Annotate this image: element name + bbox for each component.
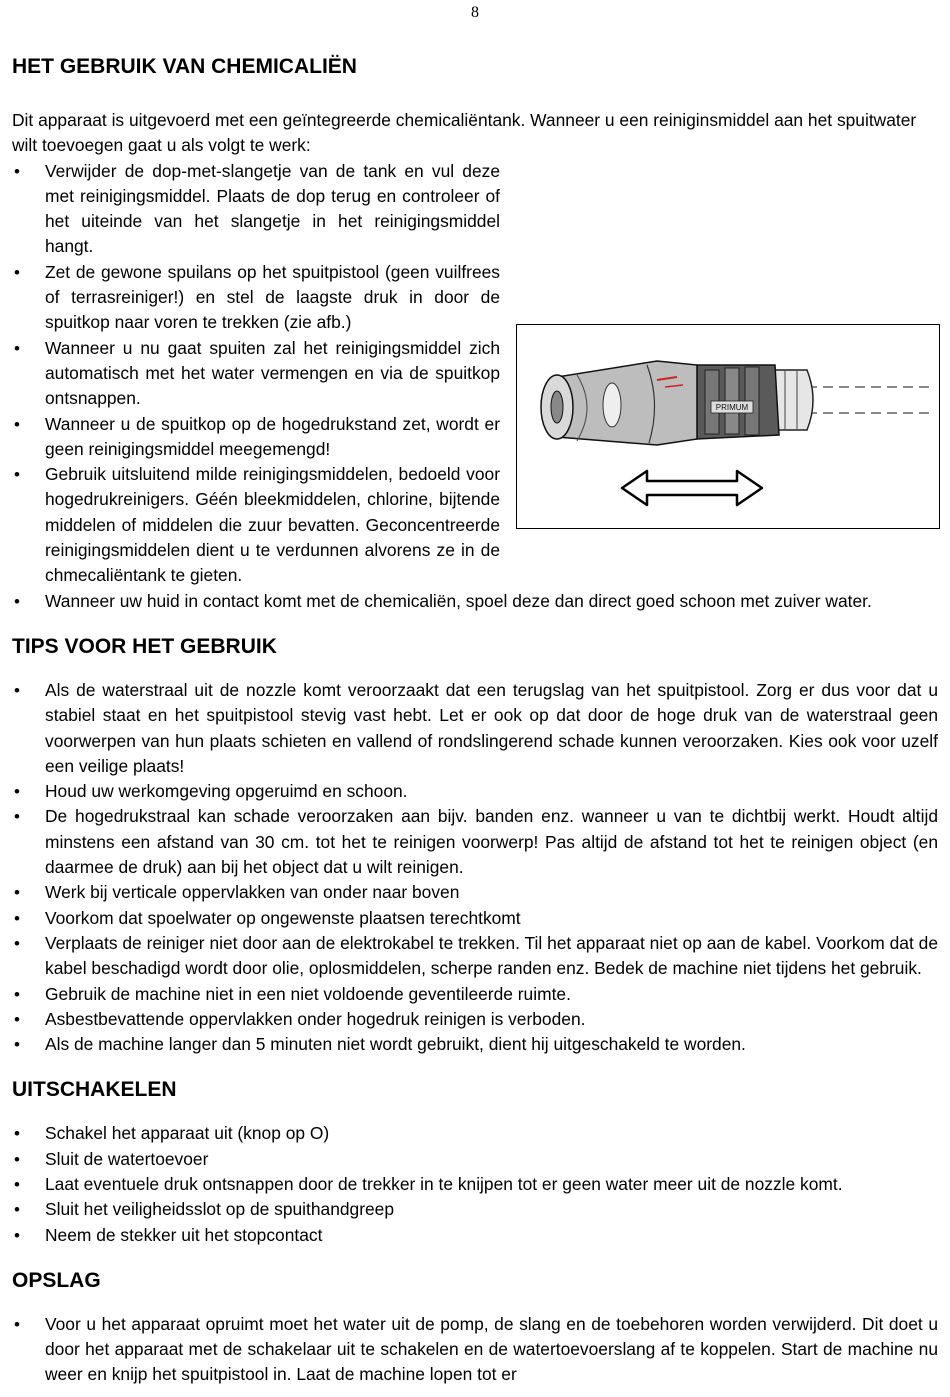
document-body [12,52,938,1388]
list-item: • Zet de gewone spuilans op het spuitpistool (geen vuilfrees of terrasreiniger!) en stel de laagste druk in door de spuitkop naar voren te trekken (zie afb.) [12,260,500,336]
switch-off-list [12,1121,938,1247]
list-item: • Wanneer uw huid in contact komt met de chemicaliën, spoel deze dan direct goed schoon met zuiver water. [12,589,938,614]
list-item: • Sluit het veiligheidsslot op de spuithandgreep [12,1197,938,1222]
list-item: • Gebruik de machine niet in een niet voldoende geventileerde ruimte. [12,982,938,1007]
spray-nozzle-figure [516,324,940,529]
section-title-chemicals: HET GEBRUIK VAN CHEMICALIËN [12,55,357,78]
section-title-storage: OPSLAG [12,1268,101,1292]
list-item: • Wanneer u nu gaat spuiten zal het reinigingsmiddel zich automatisch met het water vermengen en via de spuitkop ontsnappen. [12,336,500,412]
list-item: • Sluit de watertoevoer [12,1147,938,1172]
list-item: • Gebruik uitsluitend milde reinigingsmiddelen, bedoeld voor hogedrukreinigers. Géén bleekmiddelen, chlorine, bijtende middelen of middelen die zuur bevatten. Geconcentreerde reinigingsmiddelen dient u te verdunnen alvorens ze in de chmecaliëntank te gieten. [12,462,500,588]
section-title-switch-off: UITSCHAKELEN [12,1078,177,1102]
figure-brand-text: PRIMUM [715,403,749,412]
list-item: • Laat eventuele druk ontsnappen door de trekker in te knijpen tot er geen water meer uit de nozzle komt. [12,1172,938,1197]
list-item: • Wanneer u de spuitkop op de hogedrukstand zet, wordt er geen reinigingsmiddel meegemengd! [12,412,500,463]
list-item: • Asbestbevattende oppervlakken onder hogedruk reinigen is verboden. [12,1007,938,1032]
list-item: • Werk bij verticale oppervlakken van onder naar boven [12,880,938,905]
list-item: • Neem de stekker uit het stopcontact [12,1223,938,1248]
list-item: • Verwijder de dop-met-slangetje van de tank en vul deze met reinigingsmiddel. Plaats de dop terug en controleer of het uiteinde van het slangetje in het reinigingsmiddel hangt. [12,159,500,260]
spray-nozzle-illustration [517,325,938,527]
list-item: • Houd uw werkomgeving opgeruimd en schoon. [12,779,938,804]
list-item: • Voorkom dat spoelwater op ongewenste plaatsen terechtkomt [12,906,938,931]
tips-list [12,678,938,1057]
section-title-tips: TIPS VOOR HET GEBRUIK [12,634,277,658]
list-item: • Schakel het apparaat uit (knop op O) [12,1121,938,1146]
storage-list [12,1312,938,1388]
chemicals-intro: Dit apparaat is uitgevoerd met een geïntegreerde chemicaliëntank. Wanneer u een reiniginsmiddel aan het spuitwater wilt toevoegen gaat u als volgt te werk: [12,110,917,156]
list-item: • Verplaats de reiniger niet door aan de elektrokabel te trekken. Til het apparaat niet op aan de kabel. Voorkom dat de kabel beschadigd wordt door olie, oplosmiddelen, scherpe randen enz. Bedek de machine niet tijdens het gebruik. [12,931,938,982]
list-item: • Voor u het apparaat opruimt moet het water uit de pomp, de slang en de toebehoren worden verwijderd. Dit doet u door het apparaat met de schakelaar uit te schakelen en de watertoevoerslang af te koppelen. Start de machine nu weer en knijp het spuitpistool in. Laat de machine lopen tot er [12,1312,938,1388]
page-number: 8 [471,4,479,21]
list-item: • Als de waterstraal uit de nozzle komt veroorzaakt dat een terugslag van het spuitpistool. Zorg er dus voor dat u stabiel staat en het spuitpistool stevig vast hebt. Let er ook op dat door de hoge druk van de waterstraal geen voorwerpen van hun plaats schieten en vallend of rondslingerend schade kunnen veroorzaken. Kies ook voor uzelf een veilige plaats! [12,678,938,779]
list-item: • De hogedrukstraal kan schade veroorzaken aan bijv. banden enz. wanneer u van te dichtbij werkt. Houdt altijd minstens een afstand van 30 cm. tot het te reinigen voorwerp! Pas altijd de afstand tot het te reinigen object (en daarmee de druk) aan bij het object dat u wilt reinigen. [12,804,938,880]
list-item: • Als de machine langer dan 5 minuten niet wordt gebruikt, dient hij uitgeschakeld te worden. [12,1032,938,1057]
